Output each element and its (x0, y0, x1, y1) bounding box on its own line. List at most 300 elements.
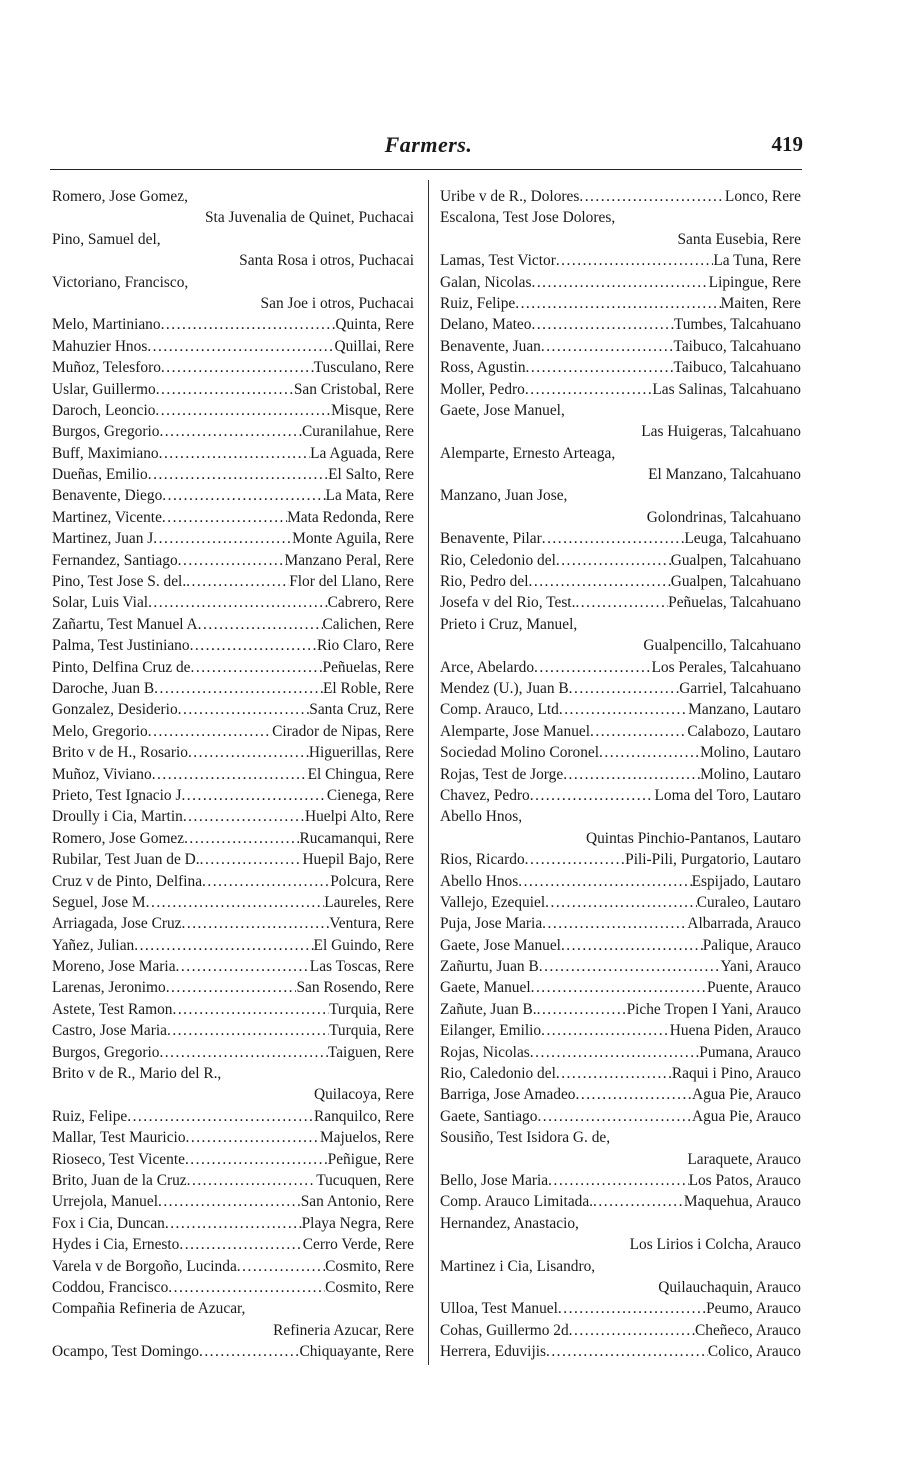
entry-name: Martinez, Vicente (52, 508, 162, 526)
dot-leader (162, 485, 325, 506)
entry-name: Daroch, Leoncio (52, 401, 156, 419)
dot-leader (159, 1042, 327, 1063)
entry-location: Lipingue, Rere (708, 273, 801, 291)
entry-name: Melo, Martiniano (52, 316, 161, 334)
entry-location: San Rosendo, Rere (296, 979, 414, 997)
entry-location: Molino, Lautaro (700, 765, 801, 783)
list-item (52, 528, 414, 549)
entry-name: Rubilar, Test Juan de D. (52, 851, 200, 869)
entry-location: Manzano Peral, Rere (284, 551, 414, 569)
entry-location: Palique, Arauco (702, 936, 801, 954)
dot-leader (167, 1020, 329, 1041)
entry-name: Herrera, Eduvijis (440, 1343, 546, 1361)
list-item (52, 592, 414, 613)
entry-name: Gaete, Jose Manuel, (440, 401, 565, 419)
dot-leader (576, 1084, 693, 1105)
dot-leader (134, 935, 313, 956)
entry-location: Las Salinas, Talcahuano (652, 380, 801, 398)
list-item (52, 721, 414, 742)
entry-name: Rioseco, Test Vicente (52, 1150, 185, 1168)
entry-name: Zañartu, Test Manuel A (52, 615, 198, 633)
list-item (52, 443, 414, 464)
list-item (440, 550, 801, 571)
dot-leader (188, 742, 309, 763)
entry-name: Delano, Mateo (440, 316, 532, 334)
entry-location: Tumbes, Talcahuano (673, 316, 801, 334)
list-item (52, 828, 414, 849)
entry-location: Puente, Arauco (706, 979, 801, 997)
dot-leader (593, 1191, 684, 1212)
dot-leader (546, 1341, 708, 1362)
list-item (440, 1084, 801, 1105)
dot-leader (531, 314, 673, 335)
list-item (52, 1106, 414, 1127)
entry-name: Benavente, Pilar (440, 530, 542, 548)
entry-name: Benavente, Juan (440, 337, 541, 355)
entry-name: Martinez, Juan J (52, 530, 154, 548)
entry-location: Santa Cruz, Rere (309, 701, 414, 719)
entry-name: Comp. Arauco Limitada. (440, 1193, 594, 1211)
entry-name: Benavente, Diego (52, 487, 163, 505)
entry-name: Brito v de R., Mario del R., (52, 1065, 222, 1083)
dot-leader (569, 1320, 695, 1341)
dot-leader (531, 977, 707, 998)
dot-leader (186, 571, 289, 592)
list-item (440, 657, 801, 678)
entry-location: Manzano, Lautaro (688, 701, 801, 719)
entry-name: Coddou, Francisco (52, 1278, 169, 1296)
entry-name: Puja, Jose Maria (440, 915, 543, 933)
dot-leader (190, 635, 317, 656)
list-item (52, 1020, 414, 1041)
entry-name: Daroche, Juan B (52, 679, 155, 697)
entry-location: Molino, Lautaro (700, 744, 801, 762)
list-item (52, 849, 414, 870)
list-item (440, 293, 801, 314)
list-item (52, 806, 414, 827)
entry-name: Uribe v de R., Dolores (440, 188, 580, 205)
entry-location: Curaleo, Lautaro (696, 893, 801, 911)
dot-leader (542, 913, 687, 934)
list-item (52, 1127, 414, 1148)
entry-location: Cerro Verde, Rere (302, 1236, 414, 1254)
entry-location: San Joe i otros, Puchacai (260, 294, 414, 312)
entry-name: Muñoz, Telesforo (52, 359, 161, 377)
list-item (440, 1063, 801, 1084)
entry-name: Solar, Luis Vial (52, 594, 149, 612)
entry-location: Maiten, Rere (720, 294, 801, 312)
entry-location: Turquia, Rere (329, 1000, 414, 1018)
entry-location: El Chingua, Rere (307, 765, 414, 783)
list-item (440, 892, 801, 913)
entry-name: Abello Hnos, (440, 808, 523, 826)
entry-name: Escalona, Test Jose Dolores, (440, 209, 616, 227)
entry-location: Quillai, Rere (334, 337, 414, 355)
dot-leader (537, 1106, 692, 1127)
entry-location: Calichen, Rere (322, 615, 414, 633)
entry-name: Mallar, Test Mauricio (52, 1129, 186, 1147)
list-item (440, 1298, 801, 1319)
dot-leader (148, 721, 272, 742)
dot-leader (548, 1170, 688, 1191)
header-rule (50, 169, 802, 170)
dot-leader (153, 528, 292, 549)
dot-leader (556, 250, 714, 271)
dot-leader (199, 1341, 299, 1362)
entry-name: Palma, Test Justiniano (52, 637, 190, 655)
entry-location: Huena Piden, Arauco (669, 1022, 801, 1040)
dot-leader (154, 678, 323, 699)
entry-name: Comp. Arauco, Ltd (440, 701, 559, 719)
entry-location: Peñuelas, Rere (322, 658, 414, 676)
entry-name: Barriga, Jose Amadeo (440, 1086, 576, 1104)
list-item (440, 849, 801, 870)
dot-leader (172, 999, 329, 1020)
dot-leader (187, 1170, 317, 1191)
dot-leader (184, 828, 299, 849)
entry-location: Sta Juvenalia de Quinet, Puchacai (205, 209, 414, 227)
list-item (440, 999, 801, 1020)
entry-name: Dueñas, Emilio (52, 466, 148, 484)
list-item (52, 956, 414, 977)
entry-name: Rojas, Nicolas (440, 1043, 530, 1061)
entry-name: Muñoz, Viviano (52, 765, 152, 783)
list-item (440, 721, 801, 742)
list-item (440, 336, 801, 357)
list-item (52, 699, 414, 720)
entry-location: Cienega, Rere (326, 786, 414, 804)
list-item (52, 379, 414, 400)
dot-leader (178, 550, 285, 571)
dot-leader (168, 1277, 325, 1298)
dot-leader (525, 379, 652, 400)
entry-location: Curanilahue, Rere (302, 423, 414, 441)
entry-name: Prieto i Cruz, Manuel, (440, 615, 578, 633)
entry-name: Manzano, Juan Jose, (440, 487, 568, 505)
dot-leader (545, 892, 697, 913)
dot-leader (161, 357, 314, 378)
dot-leader (579, 186, 725, 207)
entry-location: Los Patos, Arauco (688, 1171, 801, 1189)
entry-name: Mendez (U.), Juan B (440, 679, 569, 697)
entry-location: Flor del Llano, Rere (289, 573, 414, 591)
entry-name: Chavez, Pedro (440, 786, 530, 804)
dot-leader (155, 400, 331, 421)
entry-name: Rios, Ricardo (440, 851, 525, 869)
entry-name: Compañia Refineria de Azucar, (52, 1300, 246, 1318)
entry-name: Pino, Test Jose S. del. (52, 573, 187, 591)
list-item (52, 999, 414, 1020)
right-column (440, 186, 801, 1362)
entry-name: Mahuzier Hnos (52, 337, 148, 355)
dot-leader (237, 1256, 325, 1277)
list-item (52, 1149, 414, 1170)
dot-leader (127, 1106, 314, 1127)
entry-name: Prieto, Test Ignacio J (52, 786, 182, 804)
entry-location: Colico, Arauco (707, 1343, 801, 1361)
dot-leader (191, 657, 323, 678)
entry-name: Buff, Maximiano (52, 444, 159, 462)
entry-name: Rio, Celedonio del (440, 551, 556, 569)
entry-name: Fox i Cia, Duncan (52, 1214, 165, 1232)
entry-location: Tusculano, Rere (313, 359, 414, 377)
list-item (52, 421, 414, 442)
entry-name: Varela v de Borgoño, Lucinda (52, 1257, 237, 1275)
entry-location: Pumana, Arauco (699, 1043, 801, 1061)
entry-location: Golondrinas, Talcahuano (646, 508, 801, 526)
dot-leader (202, 871, 330, 892)
dot-leader (556, 1063, 672, 1084)
list-item (440, 764, 801, 785)
dot-leader (166, 977, 297, 998)
entry-location: La Mata, Rere (325, 487, 414, 505)
dot-leader (181, 785, 326, 806)
entry-name: Gonzalez, Desiderio (52, 701, 178, 719)
entry-location: Quilacoya, Rere (314, 1086, 414, 1104)
entry-name: Victoriano, Francisco, (52, 273, 189, 291)
entry-location: Monte Aguila, Rere (292, 530, 414, 548)
column-divider (428, 180, 429, 1365)
entry-location: Cosmito, Rere (325, 1278, 414, 1296)
dot-leader (537, 999, 627, 1020)
entry-name: Lamas, Test Victor (440, 252, 556, 270)
entry-name: Pino, Samuel del, (52, 230, 161, 248)
dot-leader (541, 1020, 670, 1041)
list-item (52, 935, 414, 956)
entry-location: Cheñeco, Arauco (695, 1321, 801, 1339)
list-item (440, 785, 801, 806)
entry-name: Sociedad Molino Coronel (440, 744, 600, 762)
entry-location: Chiquayante, Rere (299, 1343, 414, 1361)
entry-name: Yañez, Julian (52, 936, 135, 954)
entry-name: Seguel, Jose M (52, 893, 146, 911)
entry-location: Gualpen, Talcahuano (670, 551, 801, 569)
list-item (440, 913, 801, 934)
entry-location: Santa Eusebia, Rere (677, 230, 801, 248)
dot-leader (176, 956, 310, 977)
entry-location: Leuga, Talcahuano (684, 530, 801, 548)
entry-location: Los Perales, Talcahuano (651, 658, 801, 676)
entry-name: Josefa v del Rio, Test. (440, 594, 576, 612)
entry-location: Maquehua, Arauco (683, 1193, 801, 1211)
entry-location: Garriel, Talcahuano (679, 679, 801, 697)
dot-leader (542, 528, 685, 549)
dot-leader (599, 742, 700, 763)
list-item (440, 1020, 801, 1041)
entry-location: Mata Redonda, Rere (287, 508, 414, 526)
list-item (52, 977, 414, 998)
list-item (52, 336, 414, 357)
dot-leader (518, 871, 691, 892)
entry-name: Brito v de H., Rosario (52, 744, 188, 762)
dot-leader (178, 699, 310, 720)
dot-leader (556, 550, 671, 571)
dot-leader (539, 956, 721, 977)
entry-name: Vallejo, Ezequiel (440, 893, 546, 911)
entry-name: Ruiz, Felipe (440, 294, 516, 312)
entry-location: Los Lirios i Colcha, Arauco (629, 1236, 801, 1254)
entry-name: Zañute, Juan B. (440, 1000, 537, 1018)
entry-name: Uslar, Guillermo (52, 380, 156, 398)
entry-location: El Guindo, Rere (313, 936, 414, 954)
dot-leader (531, 272, 708, 293)
entry-name: Rojas, Test de Jorge (440, 765, 564, 783)
dot-leader (183, 806, 305, 827)
entry-name: Arce, Abelardo (440, 658, 535, 676)
entry-location: Albarrada, Arauco (687, 915, 801, 933)
list-item (440, 1191, 801, 1212)
entry-location: El Salto, Rere (328, 466, 414, 484)
entry-location: Agua Pie, Arauco (692, 1107, 801, 1125)
dot-leader (159, 443, 311, 464)
entry-name: Ruiz, Felipe (52, 1107, 128, 1125)
page-number: 419 (771, 132, 803, 156)
entry-location: Quintas Pinchio-Pantanos, Lautaro (585, 829, 801, 847)
list-item (440, 699, 801, 720)
dot-leader (515, 293, 720, 314)
entry-name: Abello Hnos (440, 872, 519, 890)
entry-location: Ranquilco, Rere (313, 1107, 414, 1125)
dot-leader (159, 421, 302, 442)
list-item (440, 592, 801, 613)
dot-leader (530, 785, 655, 806)
list-item (52, 1234, 414, 1255)
entry-name: Ocampo, Test Domingo (52, 1343, 199, 1361)
list-item (52, 1341, 414, 1362)
entry-location: Rucamanqui, Rere (299, 829, 414, 847)
entry-name: Alemparte, Ernesto Arteaga, (440, 444, 616, 462)
list-item (440, 1042, 801, 1063)
list-item (52, 764, 414, 785)
entry-location: Higuerillas, Rere (308, 744, 414, 762)
list-item (440, 678, 801, 699)
dot-leader (148, 464, 328, 485)
list-item (52, 1042, 414, 1063)
list-item (440, 742, 801, 763)
list-item (52, 892, 414, 913)
entry-name: Pinto, Delfina Cruz de (52, 658, 191, 676)
entry-location: Raqui i Pino, Arauco (671, 1065, 801, 1083)
list-item (52, 1256, 414, 1277)
dot-leader (526, 357, 674, 378)
entry-name: Castro, Jose Maria (52, 1022, 167, 1040)
entry-location: Quilauchaquin, Arauco (658, 1278, 801, 1296)
list-item (52, 678, 414, 699)
entry-location: Laureles, Rere (324, 893, 414, 911)
entry-location: Rio Claro, Rere (316, 637, 414, 655)
entry-location: Taiguen, Rere (327, 1043, 414, 1061)
entry-location: Taibuco, Talcahuano (673, 337, 801, 355)
list-item (440, 956, 801, 977)
dot-leader (525, 849, 626, 870)
entry-location: Cirador de Nipas, Rere (272, 722, 414, 740)
entry-location: La Tuna, Rere (713, 252, 801, 270)
list-item (52, 871, 414, 892)
dot-leader (165, 1213, 302, 1234)
entry-name: Cruz v de Pinto, Delfina (52, 872, 203, 890)
list-item (440, 1170, 801, 1191)
entry-location: El Manzano, Talcahuano (648, 466, 801, 484)
list-item (440, 935, 801, 956)
entry-location: Peñigue, Rere (327, 1150, 414, 1168)
entry-location: Santa Rosa i otros, Puchacai (239, 252, 414, 270)
entry-location: Loma del Toro, Lautaro (654, 786, 801, 804)
list-item (52, 571, 414, 592)
list-item (52, 464, 414, 485)
list-item (52, 400, 414, 421)
dot-leader (161, 314, 336, 335)
list-item (52, 1191, 414, 1212)
dot-leader (575, 592, 668, 613)
entry-location: Las Huigeras, Talcahuano (641, 423, 801, 441)
list-item (52, 507, 414, 528)
dot-leader (152, 764, 308, 785)
page-header (0, 132, 915, 162)
entry-name: Arriagada, Jose Cruz (52, 915, 182, 933)
entry-name: Zañurtu, Juan B (440, 958, 539, 976)
left-column (52, 186, 414, 1362)
dot-leader (148, 592, 328, 613)
list-item (52, 1170, 414, 1191)
entry-name: Moller, Pedro (440, 380, 525, 398)
entry-location: Majuelos, Rere (319, 1129, 414, 1147)
entry-location: Cosmito, Rere (325, 1257, 414, 1275)
dot-leader (590, 721, 687, 742)
entry-name: Galan, Nicolas (440, 273, 532, 291)
dot-leader (558, 1298, 706, 1319)
list-item (52, 657, 414, 678)
dot-leader (530, 1042, 699, 1063)
entry-location: Turquia, Rere (329, 1022, 414, 1040)
entry-name: Burgos, Gregorio (52, 423, 160, 441)
entry-location: Polcura, Rere (330, 872, 414, 890)
dot-leader (182, 913, 330, 934)
entry-location: El Roble, Rere (322, 679, 414, 697)
entry-name: Melo, Gregorio (52, 722, 148, 740)
list-item (52, 913, 414, 934)
entry-location: Piche Tropen I Yani, Arauco (626, 1000, 801, 1018)
entry-location: Peñuelas, Talcahuano (668, 594, 801, 612)
list-item (52, 357, 414, 378)
list-item (440, 871, 801, 892)
dot-leader (156, 379, 294, 400)
list-item (440, 357, 801, 378)
dot-leader (146, 892, 325, 913)
dot-leader (563, 764, 700, 785)
dot-leader (185, 1149, 328, 1170)
list-item (440, 571, 801, 592)
entry-location: Tucuquen, Rere (316, 1171, 414, 1189)
entry-name: Alemparte, Jose Manuel (440, 722, 591, 740)
entry-location: Huepil Bajo, Rere (302, 851, 414, 869)
entry-name: Hydes i Cia, Ernesto (52, 1236, 180, 1254)
entry-name: Gaete, Manuel (440, 979, 531, 997)
entry-name: Larenas, Jeronimo (52, 979, 166, 997)
entry-name: Eilanger, Emilio (440, 1022, 542, 1040)
list-item (52, 614, 414, 635)
list-item (52, 314, 414, 335)
entry-name: Fernandez, Santiago (52, 551, 178, 569)
entry-location: Peumo, Arauco (706, 1300, 801, 1318)
entry-location: Yani, Arauco (720, 958, 801, 976)
entry-location: Calabozo, Lautaro (687, 722, 801, 740)
entry-location: Laraquete, Arauco (687, 1150, 801, 1168)
entry-name: Hernandez, Anastacio, (440, 1214, 579, 1232)
entry-location: San Cristobal, Rere (293, 380, 414, 398)
entry-location: Las Toscas, Rere (309, 958, 414, 976)
entry-location: Espijado, Lautaro (691, 872, 801, 890)
dot-leader (186, 1127, 320, 1148)
